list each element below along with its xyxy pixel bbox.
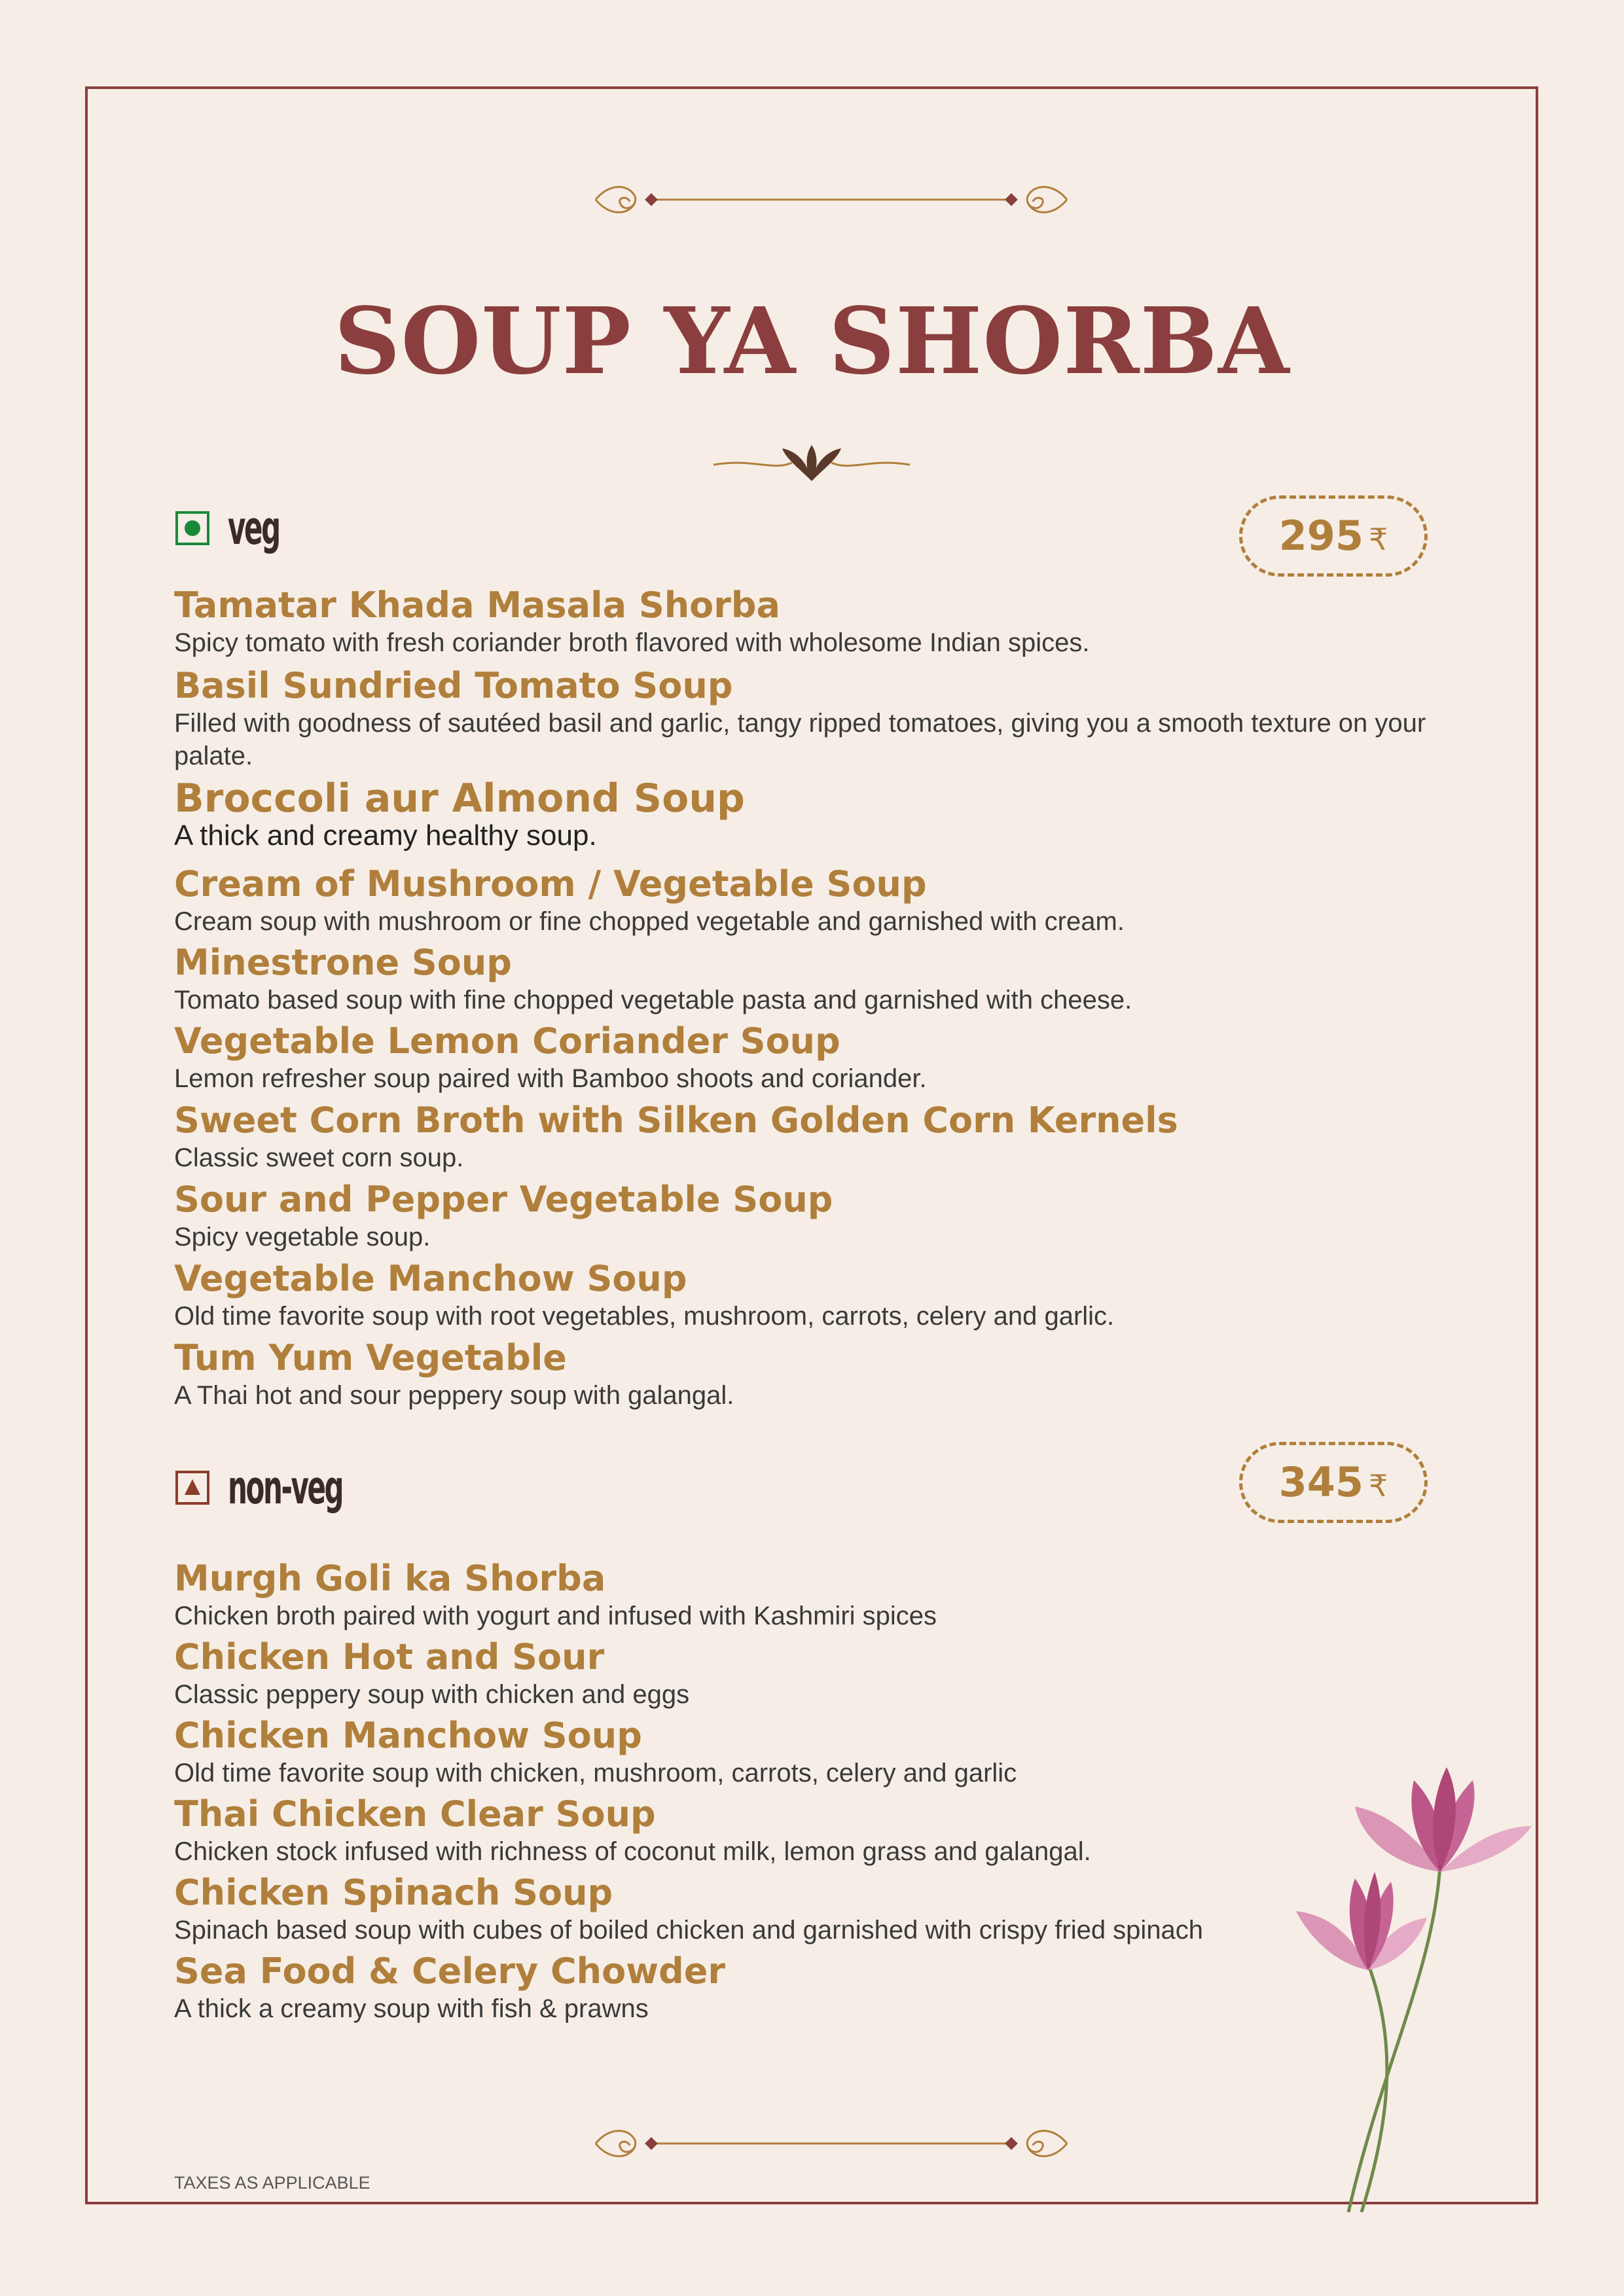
flourish-icon xyxy=(713,435,910,488)
menu-item xyxy=(174,1715,1457,1789)
item-description: Cream soup with mushroom or fine chopped vegetable and garnished with cream. xyxy=(174,907,1125,936)
item-description: Old time favorite soup with chicken, mushroom, carrots, celery and garlic xyxy=(174,1759,1017,1787)
menu-item xyxy=(174,1337,1457,1412)
menu-item xyxy=(174,942,1457,1016)
menu-item xyxy=(174,1872,1457,1946)
nonveg-price: 345 xyxy=(1278,1458,1364,1506)
veg-price: 295 xyxy=(1278,512,1364,560)
nonveg-label: non-veg xyxy=(228,1461,343,1515)
item-description: A thick a creamy soup with fish & prawns xyxy=(174,1994,649,2023)
item-description: Tomato based soup with fine chopped vegetable pasta and garnished with cheese. xyxy=(174,986,1132,1014)
page-title: SOUP YA SHORBA xyxy=(334,288,1290,395)
nonveg-currency: ₹ xyxy=(1369,1468,1388,1503)
menu-item xyxy=(174,1258,1457,1333)
taxes-note: TAXES AS APPLICABLE xyxy=(174,2173,370,2193)
item-name: Murgh Goli ka Shorba xyxy=(174,1558,606,1599)
item-name: Chicken Hot and Sour xyxy=(174,1636,605,1677)
item-name: Cream of Mushroom / Vegetable Soup xyxy=(174,863,927,905)
item-name: Sweet Corn Broth with Silken Golden Corn Kernels xyxy=(174,1100,1178,1141)
menu-item xyxy=(174,778,1457,852)
veg-section-header xyxy=(175,501,314,554)
item-name: Broccoli aur Almond Soup xyxy=(174,776,745,821)
menu-item xyxy=(174,863,1457,938)
item-name: Basil Sundried Tomato Soup xyxy=(174,665,733,706)
item-name: Vegetable Lemon Coriander Soup xyxy=(174,1020,840,1062)
item-name: Vegetable Manchow Soup xyxy=(174,1258,687,1299)
menu-item xyxy=(174,1100,1457,1174)
item-description: Lemon refresher soup paired with Bamboo shoots and coriander. xyxy=(174,1064,927,1093)
menu-item xyxy=(174,1558,1457,1632)
menu-item xyxy=(174,665,1457,772)
item-description: Spicy tomato with fresh coriander broth flavored with wholesome Indian spices. xyxy=(174,628,1090,657)
menu-item xyxy=(174,1793,1457,1868)
menu-item xyxy=(174,1950,1457,2025)
menu-item xyxy=(174,584,1457,659)
item-name: Tamatar Khada Masala Shorba xyxy=(174,584,780,626)
nonveg-section-header xyxy=(175,1461,419,1513)
item-description: Classic peppery soup with chicken and eggs xyxy=(174,1680,690,1709)
ornament-divider-icon xyxy=(583,2114,1080,2173)
item-description: Classic sweet corn soup. xyxy=(174,1143,464,1172)
item-name: Minestrone Soup xyxy=(174,942,512,983)
item-name: Chicken Manchow Soup xyxy=(174,1715,642,1756)
item-description: Filled with goodness of sautéed basil and garlic, tangy ripped tomatoes, giving you a smooth texture on your palate. xyxy=(174,709,1426,770)
item-description: Old time favorite soup with root vegetables, mushroom, carrots, celery and garlic. xyxy=(174,1302,1115,1331)
item-description: A Thai hot and sour peppery soup with galangal. xyxy=(174,1381,734,1410)
veg-price-badge xyxy=(1239,495,1428,577)
item-name: Chicken Spinach Soup xyxy=(174,1872,613,1913)
veg-symbol-icon xyxy=(175,511,209,545)
item-name: Thai Chicken Clear Soup xyxy=(174,1793,656,1835)
item-name: Sour and Pepper Vegetable Soup xyxy=(174,1179,833,1220)
menu-item xyxy=(174,1020,1457,1095)
item-description: Spicy vegetable soup. xyxy=(174,1223,431,1251)
item-description: Spinach based soup with cubes of boiled chicken and garnished with crispy fried spinach xyxy=(174,1916,1204,1945)
item-description: Chicken stock infused with richness of coconut milk, lemon grass and galangal. xyxy=(174,1837,1091,1866)
nonveg-symbol-icon xyxy=(175,1471,209,1505)
nonveg-price-badge xyxy=(1239,1442,1428,1523)
menu-item xyxy=(174,1636,1457,1711)
menu-item xyxy=(174,1179,1457,1253)
item-name: Sea Food & Celery Chowder xyxy=(174,1950,725,1992)
veg-currency: ₹ xyxy=(1369,522,1388,557)
lotus-flower-icon xyxy=(1283,1741,1545,2212)
item-description: A thick and creamy healthy soup. xyxy=(174,819,597,852)
item-name: Tum Yum Vegetable xyxy=(174,1337,567,1378)
veg-label: veg xyxy=(228,501,280,555)
item-description: Chicken broth paired with yogurt and infused with Kashmiri spices xyxy=(174,1602,937,1630)
ornament-divider-icon xyxy=(583,170,1080,229)
